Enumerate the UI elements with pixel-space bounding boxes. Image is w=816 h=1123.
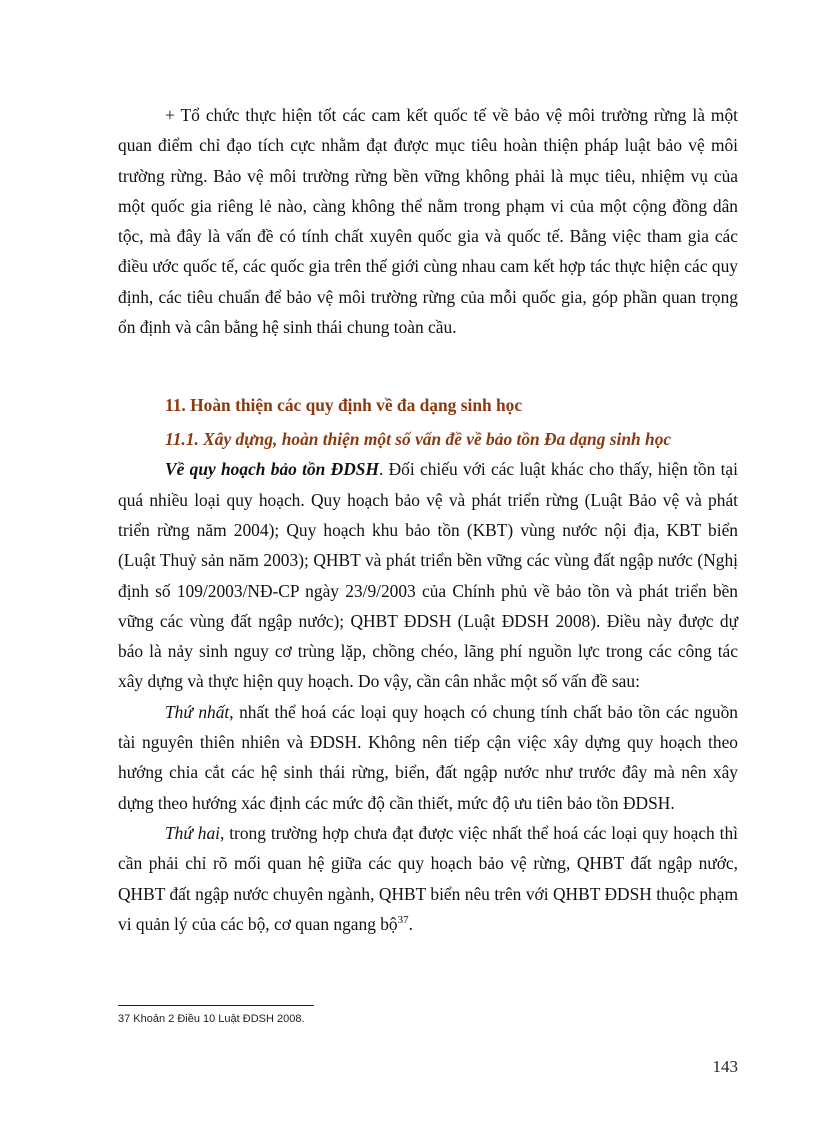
paragraph-second	[118, 818, 738, 939]
paragraph-first	[118, 697, 738, 818]
paragraph-planning-lead: Về quy hoạch bảo tồn ĐDSH	[165, 459, 379, 480]
footnote-divider	[118, 1005, 314, 1006]
paragraph-planning-text: . Đối chiếu với các luật khác cho thấy, hiện tồn tại quá nhiều loại quy hoạch. Quy hoạch bảo vệ và phát triển rừng (Luật Bảo vệ và phát triển rừng năm 2004); Quy hoạch khu bảo tồn (KBT) vùng nước nội địa, KBT biển (Luật Thuỷ sản năm 2003); QHBT và phát triển bền vững các vùng đất ngập nước (Nghị định số 109/2003/NĐ-CP ngày 23/9/2003 của Chính phủ về bảo tồn và phát triển bền vững các vùng đất ngập nước); QHBT ĐDSH (Luật ĐDSH 2008). Điều này được dự báo là nảy sinh nguy cơ trùng lặp, chồng chéo, lãng phí nguồn lực trong các công tác xây dựng và thực hiện quy hoạch. Do vậy, cần cân nhắc một số vấn đề sau:	[118, 459, 738, 692]
paragraph-first-lead: Thứ nhất	[165, 701, 230, 722]
page-body	[118, 100, 738, 939]
page-number: 143	[712, 1057, 738, 1076]
paragraph-commitments: + Tổ chức thực hiện tốt các cam kết quốc tế về bảo vệ môi trường rừng là một quan điểm chỉ đạo tích cực nhằm đạt được mục tiêu hoàn thiện pháp luật bảo vệ môi trường rừng. Bảo vệ môi trường rừng bền vững không phải là mục tiêu, nhiệm vụ của một quốc gia riêng lẻ nào, càng không thể nằm trong phạm vi của một cộng đồng dân tộc, mà đây là vấn đề có tính chất xuyên quốc gia và quốc tế. Bằng việc tham gia các điều ước quốc tế, các quốc gia trên thế giới cùng nhau cam kết hợp tác thực hiện các quy định, các tiêu chuẩn để bảo vệ môi trường rừng của mỗi quốc gia, góp phần quan trọng ổn định và cân bằng hệ sinh thái chung toàn cầu.	[118, 105, 738, 338]
footnote-reference: 37	[397, 914, 409, 927]
footnote: 37 Khoản 2 Điều 10 Luật ĐDSH 2008.	[118, 1013, 305, 1025]
paragraph-second-text: , trong trường hợp chưa đạt được việc nhất thể hoá các loại quy hoạch thì cần phải chỉ rõ mối quan hệ giữa các quy hoạch bảo vệ rừng, QHBT đất ngập nước, QHBT đất ngập nước chuyên ngành, QHBT biển nêu trên với QHBT ĐDSH thuộc phạm vi quản lý của các bộ, cơ quan ngang bộ	[118, 822, 738, 934]
paragraph-second-end: .	[408, 913, 413, 934]
paragraph-second-lead: Thứ hai	[165, 822, 220, 843]
subsection-heading: 11.1. Xây dựng, hoàn thiện một số vấn đề về bảo tồn Đa dạng sinh học	[165, 429, 672, 450]
paragraph-planning	[118, 454, 738, 696]
section-heading: 11. Hoàn thiện các quy định về đa dạng sinh học	[165, 395, 523, 416]
paragraph-first-text: , nhất thể hoá các loại quy hoạch có chung tính chất bảo tồn các nguồn tài nguyên thiên nhiên và ĐDSH. Không nên tiếp cận việc xây dựng quy hoạch theo hướng chia cắt các hệ sinh thái rừng, biển, đất ngập nước như trước đây mà nên xây dựng theo hướng xác định các mức độ cần thiết, mức độ ưu tiên bảo tồn ĐDSH.	[118, 701, 738, 813]
